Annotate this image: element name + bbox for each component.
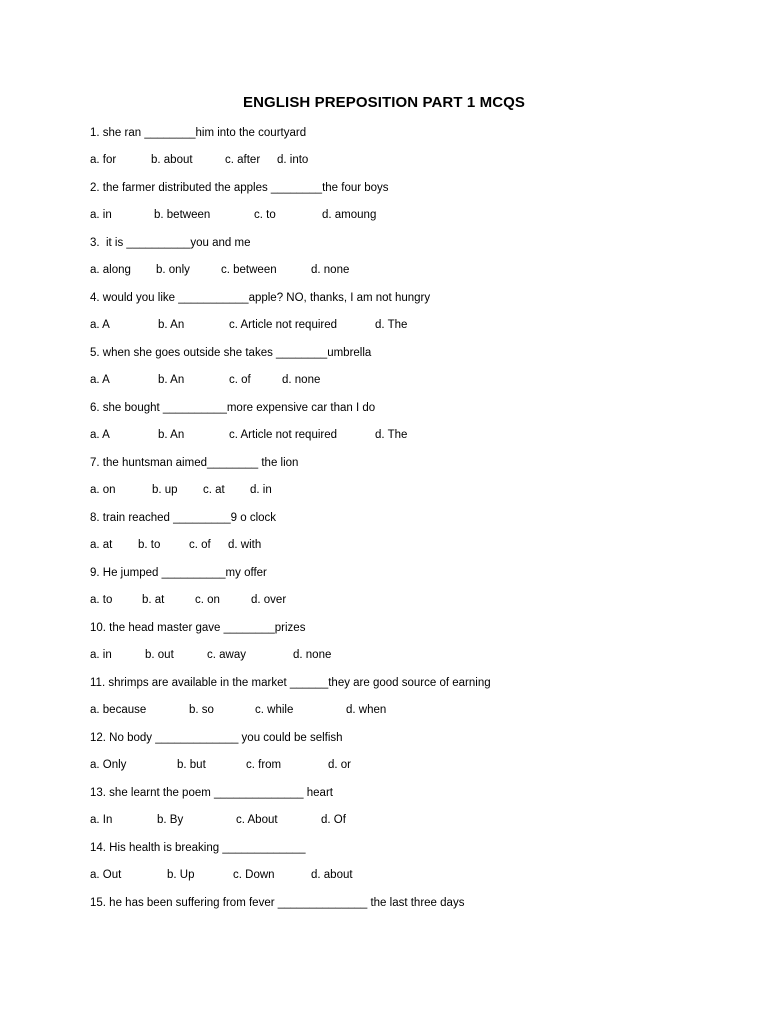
option-d: d. or bbox=[328, 759, 352, 771]
option-b: b. to bbox=[138, 539, 161, 551]
option-b: b. Up bbox=[167, 869, 195, 881]
question-15 bbox=[90, 897, 730, 952]
question-10 bbox=[90, 622, 730, 677]
option-a: a. A bbox=[90, 429, 110, 441]
question-8 bbox=[90, 512, 730, 567]
option-c: c. from bbox=[246, 759, 282, 771]
option-d: d. none bbox=[311, 264, 350, 276]
option-row bbox=[90, 264, 690, 280]
option-b: b. but bbox=[177, 759, 206, 771]
option-a: a. on bbox=[90, 484, 116, 496]
question-stem: 6. she bought __________more expensive car than I do bbox=[90, 402, 376, 414]
question-stem: 8. train reached _________9 o clock bbox=[90, 512, 277, 524]
option-d: d. when bbox=[346, 704, 387, 716]
option-c: c. after bbox=[225, 154, 261, 166]
option-a: a. A bbox=[90, 374, 110, 386]
option-row bbox=[90, 814, 690, 830]
question-2 bbox=[90, 182, 730, 237]
option-d: d. The bbox=[375, 319, 408, 331]
question-3 bbox=[90, 237, 730, 292]
option-c: c. Article not required bbox=[229, 429, 338, 441]
option-d: d. about bbox=[311, 869, 353, 881]
option-d: d. none bbox=[282, 374, 321, 386]
option-row bbox=[90, 319, 690, 335]
option-d: d. over bbox=[251, 594, 287, 606]
question-5 bbox=[90, 347, 730, 402]
option-row bbox=[90, 374, 690, 390]
question-stem: 14. His health is breaking _____________ bbox=[90, 842, 306, 854]
option-b: b. An bbox=[158, 429, 185, 441]
option-a: a. along bbox=[90, 264, 131, 276]
question-stem: 3. it is __________you and me bbox=[90, 237, 251, 249]
option-d: d. into bbox=[277, 154, 309, 166]
question-list bbox=[90, 127, 730, 952]
question-1 bbox=[90, 127, 730, 182]
option-c: c. Down bbox=[233, 869, 275, 881]
option-a: a. because bbox=[90, 704, 147, 716]
option-a: a. in bbox=[90, 649, 112, 661]
option-d: d. The bbox=[375, 429, 408, 441]
option-c: c. to bbox=[254, 209, 276, 221]
option-c: c. while bbox=[255, 704, 294, 716]
option-d: d. Of bbox=[321, 814, 346, 826]
option-d: d. amoung bbox=[322, 209, 377, 221]
option-row bbox=[90, 484, 690, 500]
question-14 bbox=[90, 842, 730, 897]
option-row bbox=[90, 539, 690, 555]
option-c: c. Article not required bbox=[229, 319, 338, 331]
option-row bbox=[90, 649, 690, 665]
option-row bbox=[90, 594, 690, 610]
option-a: a. Out bbox=[90, 869, 122, 881]
option-d: d. with bbox=[228, 539, 262, 551]
option-a: a. to bbox=[90, 594, 113, 606]
option-b: b. between bbox=[154, 209, 211, 221]
option-row bbox=[90, 869, 690, 885]
option-c: c. About bbox=[236, 814, 278, 826]
option-a: a. at bbox=[90, 539, 113, 551]
question-stem: 11. shrimps are available in the market ______they are good source of earning bbox=[90, 677, 491, 689]
option-b: b. An bbox=[158, 374, 185, 386]
option-a: a. In bbox=[90, 814, 113, 826]
option-c: c. away bbox=[207, 649, 246, 661]
option-b: b. about bbox=[151, 154, 193, 166]
question-stem: 9. He jumped __________my offer bbox=[90, 567, 267, 579]
question-6 bbox=[90, 402, 730, 457]
question-stem: 2. the farmer distributed the apples ________the four boys bbox=[90, 182, 389, 194]
option-a: a. A bbox=[90, 319, 110, 331]
question-11 bbox=[90, 677, 730, 732]
option-b: b. An bbox=[158, 319, 185, 331]
question-7 bbox=[90, 457, 730, 512]
option-a: a. Only bbox=[90, 759, 127, 771]
option-b: b. up bbox=[152, 484, 178, 496]
question-stem: 5. when she goes outside she takes ________umbrella bbox=[90, 347, 372, 359]
question-stem: 10. the head master gave ________prizes bbox=[90, 622, 306, 634]
option-b: b. so bbox=[189, 704, 214, 716]
question-12 bbox=[90, 732, 730, 787]
option-row bbox=[90, 759, 690, 775]
option-b: b. out bbox=[145, 649, 174, 661]
question-13 bbox=[90, 787, 730, 842]
option-a: a. for bbox=[90, 154, 117, 166]
question-stem: 7. the huntsman aimed________ the lion bbox=[90, 457, 299, 469]
question-stem: 13. she learnt the poem ______________ heart bbox=[90, 787, 333, 799]
question-stem: 4. would you like ___________apple? NO, thanks, I am not hungry bbox=[90, 292, 431, 304]
question-4 bbox=[90, 292, 730, 347]
page-title: ENGLISH PREPOSITION PART 1 MCQS bbox=[242, 94, 526, 111]
question-9 bbox=[90, 567, 730, 622]
option-row bbox=[90, 154, 690, 170]
option-c: c. at bbox=[203, 484, 225, 496]
option-d: d. none bbox=[293, 649, 332, 661]
option-a: a. in bbox=[90, 209, 112, 221]
option-b: b. at bbox=[142, 594, 165, 606]
option-row bbox=[90, 429, 690, 445]
option-b: b. By bbox=[157, 814, 184, 826]
option-c: c. of bbox=[229, 374, 251, 386]
option-row bbox=[90, 209, 690, 225]
option-c: c. between bbox=[221, 264, 277, 276]
question-stem: 15. he has been suffering from fever ______________ the last three days bbox=[90, 897, 465, 909]
option-b: b. only bbox=[156, 264, 190, 276]
option-c: c. of bbox=[189, 539, 211, 551]
question-stem: 1. she ran ________him into the courtyard bbox=[90, 127, 307, 139]
option-row bbox=[90, 704, 690, 720]
option-c: c. on bbox=[195, 594, 220, 606]
option-d: d. in bbox=[250, 484, 272, 496]
question-stem: 12. No body _____________ you could be selfish bbox=[90, 732, 343, 744]
